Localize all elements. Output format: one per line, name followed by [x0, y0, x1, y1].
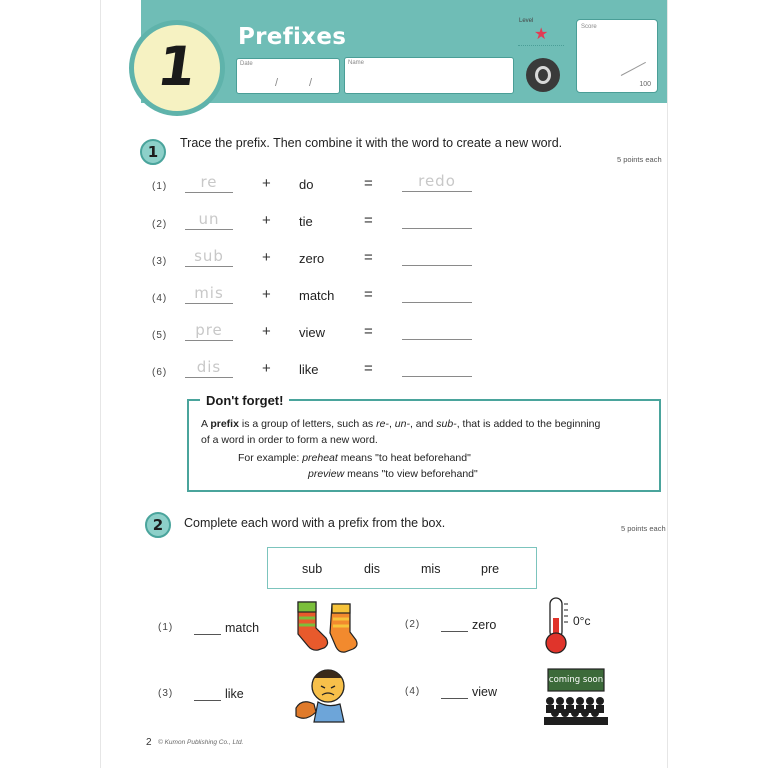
page-title: Prefixes — [238, 24, 347, 50]
equals-sign: = — [364, 323, 373, 340]
question-number: (3) — [158, 688, 174, 699]
note-line-1: A prefix is a group of letters, such as re-, un-, and sub-, that is added to the beginning — [201, 418, 601, 430]
base-word: view — [299, 325, 326, 340]
plus-sign: + — [262, 249, 271, 266]
score-label: Score — [581, 24, 597, 30]
socks-icon — [292, 598, 362, 656]
name-field[interactable] — [344, 57, 514, 94]
answer-blank[interactable] — [194, 699, 221, 701]
trace-prefix[interactable]: un — [185, 211, 233, 230]
row-number: (3) — [152, 256, 168, 267]
prefix-word-box — [267, 547, 537, 589]
answer-blank[interactable] — [441, 697, 468, 699]
dont-forget-title: Don't forget! — [200, 393, 289, 408]
section-2-points: 5 points each — [621, 524, 666, 533]
equals-sign: = — [364, 212, 373, 229]
section-2-instruction: Complete each word with a prefix from the box. — [184, 516, 446, 530]
page-number: 2 — [146, 737, 152, 748]
plus-sign: + — [262, 175, 271, 192]
answer-blank[interactable] — [402, 247, 472, 266]
equals-sign: = — [364, 360, 373, 377]
box-word: mis — [421, 562, 441, 576]
plus-sign: + — [262, 360, 271, 377]
base-word: do — [299, 177, 314, 192]
thermometer-icon — [542, 596, 572, 656]
level-label: Level — [519, 18, 534, 24]
section-1-instruction: Trace the prefix. Then combine it with the word to create a new word. — [180, 136, 563, 150]
row-number: (2) — [152, 219, 168, 230]
answer-blank[interactable]: redo — [402, 173, 472, 192]
plus-sign: + — [262, 323, 271, 340]
row-number: (5) — [152, 330, 168, 341]
answer-blank[interactable] — [402, 321, 472, 340]
sign-text: coming soon — [548, 675, 604, 685]
question-word: zero — [472, 618, 497, 632]
worksheet-page — [101, 0, 667, 768]
date-field[interactable] — [236, 58, 340, 94]
copyright: © Kumon Publishing Co., Ltd. — [158, 739, 244, 746]
note-line-4: preview means "to view beforehand" — [308, 468, 478, 480]
timer-icon — [526, 58, 560, 92]
answer-blank[interactable] — [402, 284, 472, 303]
question-word: like — [225, 687, 244, 701]
trace-prefix[interactable]: dis — [185, 359, 233, 378]
row-number: (4) — [152, 293, 168, 304]
answer-blank[interactable] — [402, 210, 472, 229]
answer-blank[interactable] — [402, 358, 472, 377]
temperature-label: 0°c — [573, 614, 591, 628]
box-word: pre — [481, 562, 500, 576]
section-2-badge: 2 — [145, 512, 171, 538]
trace-prefix[interactable]: sub — [185, 248, 233, 267]
answer-blank[interactable] — [441, 630, 468, 632]
base-word: tie — [299, 214, 313, 229]
date-slash: / — [309, 77, 313, 89]
score-slash — [621, 62, 646, 76]
note-line-2: of a word in order to form a new word. — [201, 434, 378, 446]
equals-sign: = — [364, 286, 373, 303]
question-word: view — [472, 685, 498, 699]
level-divider — [518, 45, 564, 46]
answer-blank[interactable] — [194, 633, 221, 635]
upset-child-icon — [292, 664, 356, 724]
lesson-number: 1 — [153, 34, 201, 98]
box-word: dis — [364, 562, 380, 576]
score-field[interactable] — [576, 19, 658, 93]
trace-prefix[interactable]: mis — [185, 285, 233, 304]
plus-sign: + — [262, 212, 271, 229]
coming-soon-audience-icon — [542, 667, 610, 725]
trace-prefix[interactable]: re — [185, 174, 233, 193]
base-word: zero — [299, 251, 325, 266]
question-number: (2) — [405, 619, 421, 630]
lesson-number-badge — [129, 20, 225, 116]
question-word: match — [225, 621, 260, 635]
star-icon: ★ — [534, 26, 549, 43]
name-label: Name — [348, 60, 365, 66]
row-number: (6) — [152, 367, 168, 378]
base-word: match — [299, 288, 335, 303]
base-word: like — [299, 362, 319, 377]
section-1-points: 5 points each — [617, 155, 662, 164]
equals-sign: = — [364, 175, 373, 192]
box-word: sub — [302, 562, 323, 576]
equals-sign: = — [364, 249, 373, 266]
plus-sign: + — [262, 286, 271, 303]
section-1-badge: 1 — [140, 139, 166, 165]
date-slash: / — [275, 77, 279, 89]
score-total: 100 — [639, 81, 651, 88]
trace-prefix[interactable]: pre — [185, 322, 233, 341]
question-number: (4) — [405, 686, 421, 697]
question-number: (1) — [158, 622, 174, 633]
row-number: (1) — [152, 181, 168, 192]
date-label: Date — [240, 61, 253, 67]
note-line-3: For example: preheat means "to heat beforehand" — [238, 452, 471, 464]
